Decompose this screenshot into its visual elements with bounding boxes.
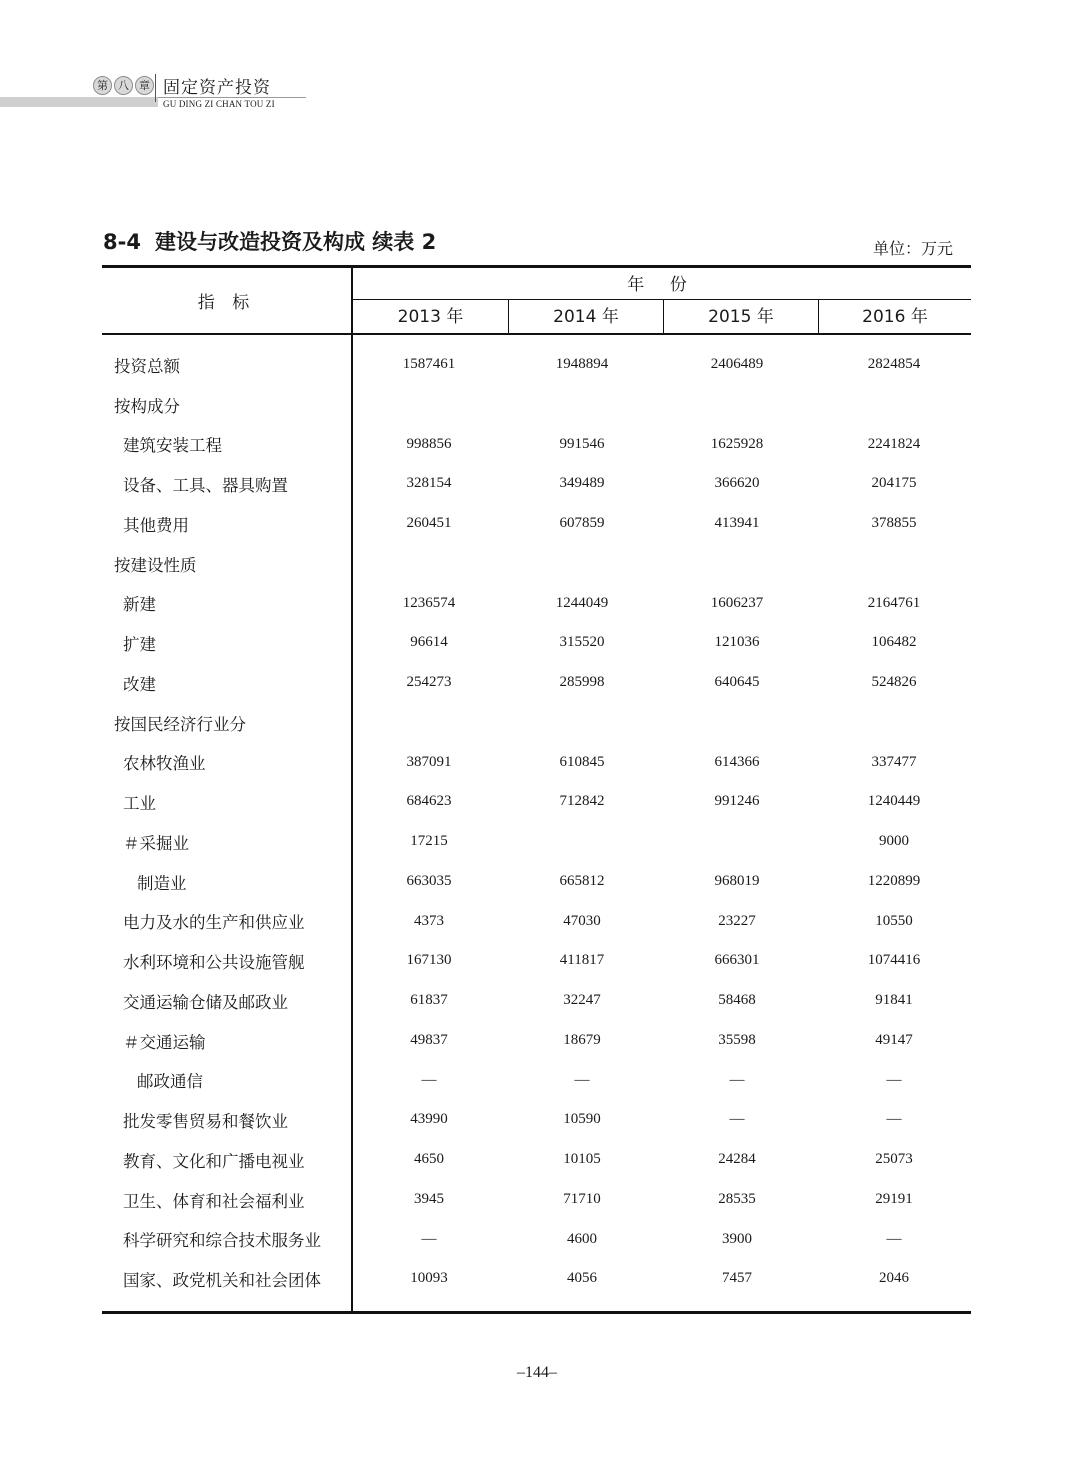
row-label: 卫生、体育和社会福利业 <box>123 1191 305 1211</box>
cell-2014: 610845 <box>559 753 605 770</box>
cell-2015: 24284 <box>718 1151 756 1167</box>
cell-2015: 968019 <box>714 872 760 889</box>
cell-2014: 349489 <box>559 475 605 492</box>
cell-2013: 17215 <box>410 833 448 849</box>
cell-2013 <box>354 544 504 584</box>
row-label: ＃采掘业 <box>123 833 189 853</box>
cell-2013: 96614 <box>410 634 448 651</box>
cell-2014: 4056 <box>567 1270 597 1287</box>
table-body <box>102 345 971 1299</box>
cell-2013 <box>354 703 504 743</box>
row-label: 农林牧渔业 <box>123 754 206 774</box>
page-number: –144– <box>517 1364 557 1381</box>
table-row <box>102 703 971 743</box>
cell-2015: — <box>729 1111 745 1128</box>
cell-2013: 663035 <box>406 872 452 889</box>
chapter-title-cn: 固定资产投资 <box>163 78 271 98</box>
cell-2016 <box>819 544 969 584</box>
row-label: 制造业 <box>137 873 187 893</box>
cell-2015 <box>662 703 812 743</box>
cell-2014: 10590 <box>563 1111 601 1128</box>
table-row <box>102 981 971 1021</box>
cell-2013: 254273 <box>406 674 452 690</box>
cell-2014: 1948894 <box>555 356 609 372</box>
cell-2013 <box>354 385 504 425</box>
cell-2014: 991546 <box>559 435 605 452</box>
cell-2015: 58468 <box>718 992 756 1008</box>
cell-2013: 49837 <box>410 1031 448 1048</box>
table-title-text: 建设与改造投资及构成 续表 2 <box>154 230 437 254</box>
cell-2016: 10550 <box>875 912 913 929</box>
cell-2016: 2241824 <box>867 435 921 452</box>
table-row <box>102 385 971 425</box>
row-label: 新建 <box>123 595 156 615</box>
cell-2016: 91841 <box>875 992 913 1008</box>
cell-2016: — <box>886 1230 902 1247</box>
cell-2014: 71710 <box>563 1190 601 1207</box>
cell-2014 <box>507 822 657 862</box>
row-label: 其他费用 <box>123 515 189 535</box>
cell-2016: 337477 <box>871 753 917 770</box>
cell-2015: 23227 <box>718 912 756 929</box>
cell-2015: 1625928 <box>710 435 764 452</box>
cell-2015 <box>662 544 812 584</box>
table-row <box>102 544 971 584</box>
table-row <box>102 1061 971 1101</box>
cell-2016: 1240449 <box>867 793 921 810</box>
cell-2016: 2824854 <box>867 356 921 372</box>
row-label: 邮政通信 <box>137 1072 203 1092</box>
row-label: 教育、文化和广播电视业 <box>123 1151 305 1171</box>
cell-2013: — <box>421 1071 437 1088</box>
cell-2013: 1587461 <box>402 356 456 372</box>
cell-2016: 378855 <box>871 515 917 531</box>
cell-2013: 4373 <box>414 912 444 929</box>
cell-2016: — <box>886 1071 902 1088</box>
table-row <box>102 1180 971 1220</box>
cell-2015: 1606237 <box>710 594 764 611</box>
column-header-2013: 2013 年 <box>397 307 464 327</box>
cell-2013: — <box>421 1230 437 1247</box>
table-row <box>102 425 971 465</box>
table-number: 8-4 <box>103 230 141 254</box>
row-label: 科学研究和综合技术服务业 <box>123 1231 321 1251</box>
cell-2013: 328154 <box>406 475 452 492</box>
cell-2015: 121036 <box>714 634 760 651</box>
column-header-2015: 2015 年 <box>708 307 774 327</box>
cell-2016: 25073 <box>875 1151 913 1167</box>
table-row <box>102 504 971 544</box>
chapter-badge <box>93 76 154 95</box>
cell-2016: — <box>886 1111 902 1128</box>
table-row <box>102 782 971 822</box>
header-separator <box>155 74 156 102</box>
table-header-rule <box>102 333 971 335</box>
cell-2015: 640645 <box>714 674 760 690</box>
column-header-2014: 2014 年 <box>553 307 619 327</box>
cell-2016 <box>819 703 969 743</box>
stub-header: 指 标 <box>197 293 256 313</box>
cell-2016: 2046 <box>879 1270 909 1287</box>
cell-2016: 29191 <box>875 1190 913 1207</box>
row-label: 按建设性质 <box>114 555 197 575</box>
chapter-char: 第 <box>93 76 112 95</box>
table-row <box>102 941 971 981</box>
table-row <box>102 1100 971 1140</box>
cell-2015: 614366 <box>714 753 760 770</box>
cell-2015: 2406489 <box>710 356 764 372</box>
cell-2014: 18679 <box>563 1031 601 1048</box>
cell-2014: 665812 <box>559 872 605 889</box>
row-label: 改建 <box>123 674 156 694</box>
cell-2013: 61837 <box>410 992 448 1008</box>
table-row <box>102 584 971 624</box>
cell-2014: 47030 <box>563 912 601 929</box>
cell-2015: — <box>729 1071 745 1088</box>
cell-2016: 106482 <box>871 634 917 651</box>
cell-2016 <box>819 385 969 425</box>
cell-2016: 49147 <box>875 1031 913 1048</box>
row-label: 建筑安装工程 <box>123 436 222 456</box>
cell-2014: 607859 <box>559 515 605 531</box>
cell-2014: 4600 <box>567 1230 597 1247</box>
cell-2016: 204175 <box>871 475 917 492</box>
header-gray-bar <box>0 97 158 107</box>
table-row <box>102 464 971 504</box>
column-header-2016: 2016 年 <box>862 307 928 327</box>
table-row <box>102 663 971 703</box>
table-bottom-rule <box>102 1311 971 1314</box>
row-label: 交通运输仓储及邮政业 <box>123 992 288 1012</box>
chapter-char: 八 <box>114 76 133 95</box>
cell-2013: 43990 <box>410 1111 448 1128</box>
cell-2014: 10105 <box>563 1151 601 1167</box>
row-label: 水利环境和公共设施管舰 <box>123 953 305 973</box>
table-row <box>102 822 971 862</box>
row-label: ＃交通运输 <box>123 1032 206 1052</box>
table-row <box>102 1021 971 1061</box>
row-label: 设备、工具、器具购置 <box>123 476 288 496</box>
table-row <box>102 345 971 385</box>
cell-2014 <box>507 544 657 584</box>
cell-2015 <box>662 822 812 862</box>
table-unit: 单位：万元 <box>873 239 954 258</box>
cell-2015: 991246 <box>714 793 760 810</box>
row-label: 投资总额 <box>114 356 180 376</box>
row-label: 电力及水的生产和供应业 <box>123 913 305 933</box>
cell-2014 <box>507 385 657 425</box>
cell-2015: 3900 <box>722 1230 752 1247</box>
row-label: 扩建 <box>123 635 156 655</box>
cell-2013: 684623 <box>406 793 452 810</box>
row-label: 工业 <box>123 794 156 814</box>
chapter-title-en: GU DING ZI CHAN TOU ZI <box>163 99 275 109</box>
table-row <box>102 743 971 783</box>
cell-2015: 7457 <box>722 1270 752 1287</box>
cell-2015 <box>662 385 812 425</box>
table-row <box>102 1220 971 1260</box>
row-label: 按构成分 <box>114 396 180 416</box>
cell-2016: 2164761 <box>867 594 921 611</box>
table-row <box>102 1140 971 1180</box>
cell-2013: 387091 <box>406 753 452 770</box>
cell-2015: 28535 <box>718 1190 756 1207</box>
cell-2014: 1244049 <box>555 594 609 611</box>
year-group-rule <box>353 299 971 300</box>
table-row <box>102 902 971 942</box>
row-label: 批发零售贸易和餐饮业 <box>123 1112 288 1132</box>
cell-2014: 712842 <box>559 793 605 810</box>
cell-2016: 1220899 <box>867 872 921 889</box>
table-row <box>102 862 971 902</box>
cell-2013: 4650 <box>414 1151 444 1167</box>
cell-2013: 998856 <box>406 435 452 452</box>
row-label: 国家、政党机关和社会团体 <box>123 1271 321 1291</box>
cell-2013: 260451 <box>406 515 452 531</box>
cell-2015: 35598 <box>718 1031 756 1048</box>
cell-2014: — <box>574 1071 590 1088</box>
year-group-header: 年 份 <box>627 275 697 295</box>
table-row <box>102 1259 971 1299</box>
cell-2014: 315520 <box>559 634 605 651</box>
chapter-char: 章 <box>135 76 154 95</box>
cell-2013: 10093 <box>410 1270 448 1287</box>
cell-2013: 1236574 <box>402 594 456 611</box>
cell-2016: 1074416 <box>867 952 921 969</box>
cell-2016: 9000 <box>879 833 909 849</box>
cell-2013: 3945 <box>414 1190 444 1207</box>
cell-2015: 666301 <box>714 952 760 969</box>
cell-2014: 32247 <box>563 992 601 1008</box>
cell-2014: 285998 <box>559 674 605 690</box>
table-title <box>103 226 436 256</box>
cell-2014: 411817 <box>559 952 605 969</box>
cell-2013: 167130 <box>406 952 452 969</box>
cell-2015: 366620 <box>714 475 760 492</box>
table-row <box>102 623 971 663</box>
cell-2016: 524826 <box>871 674 917 690</box>
cell-2015: 413941 <box>714 515 760 531</box>
cell-2014 <box>507 703 657 743</box>
row-label: 按国民经济行业分 <box>114 714 246 734</box>
